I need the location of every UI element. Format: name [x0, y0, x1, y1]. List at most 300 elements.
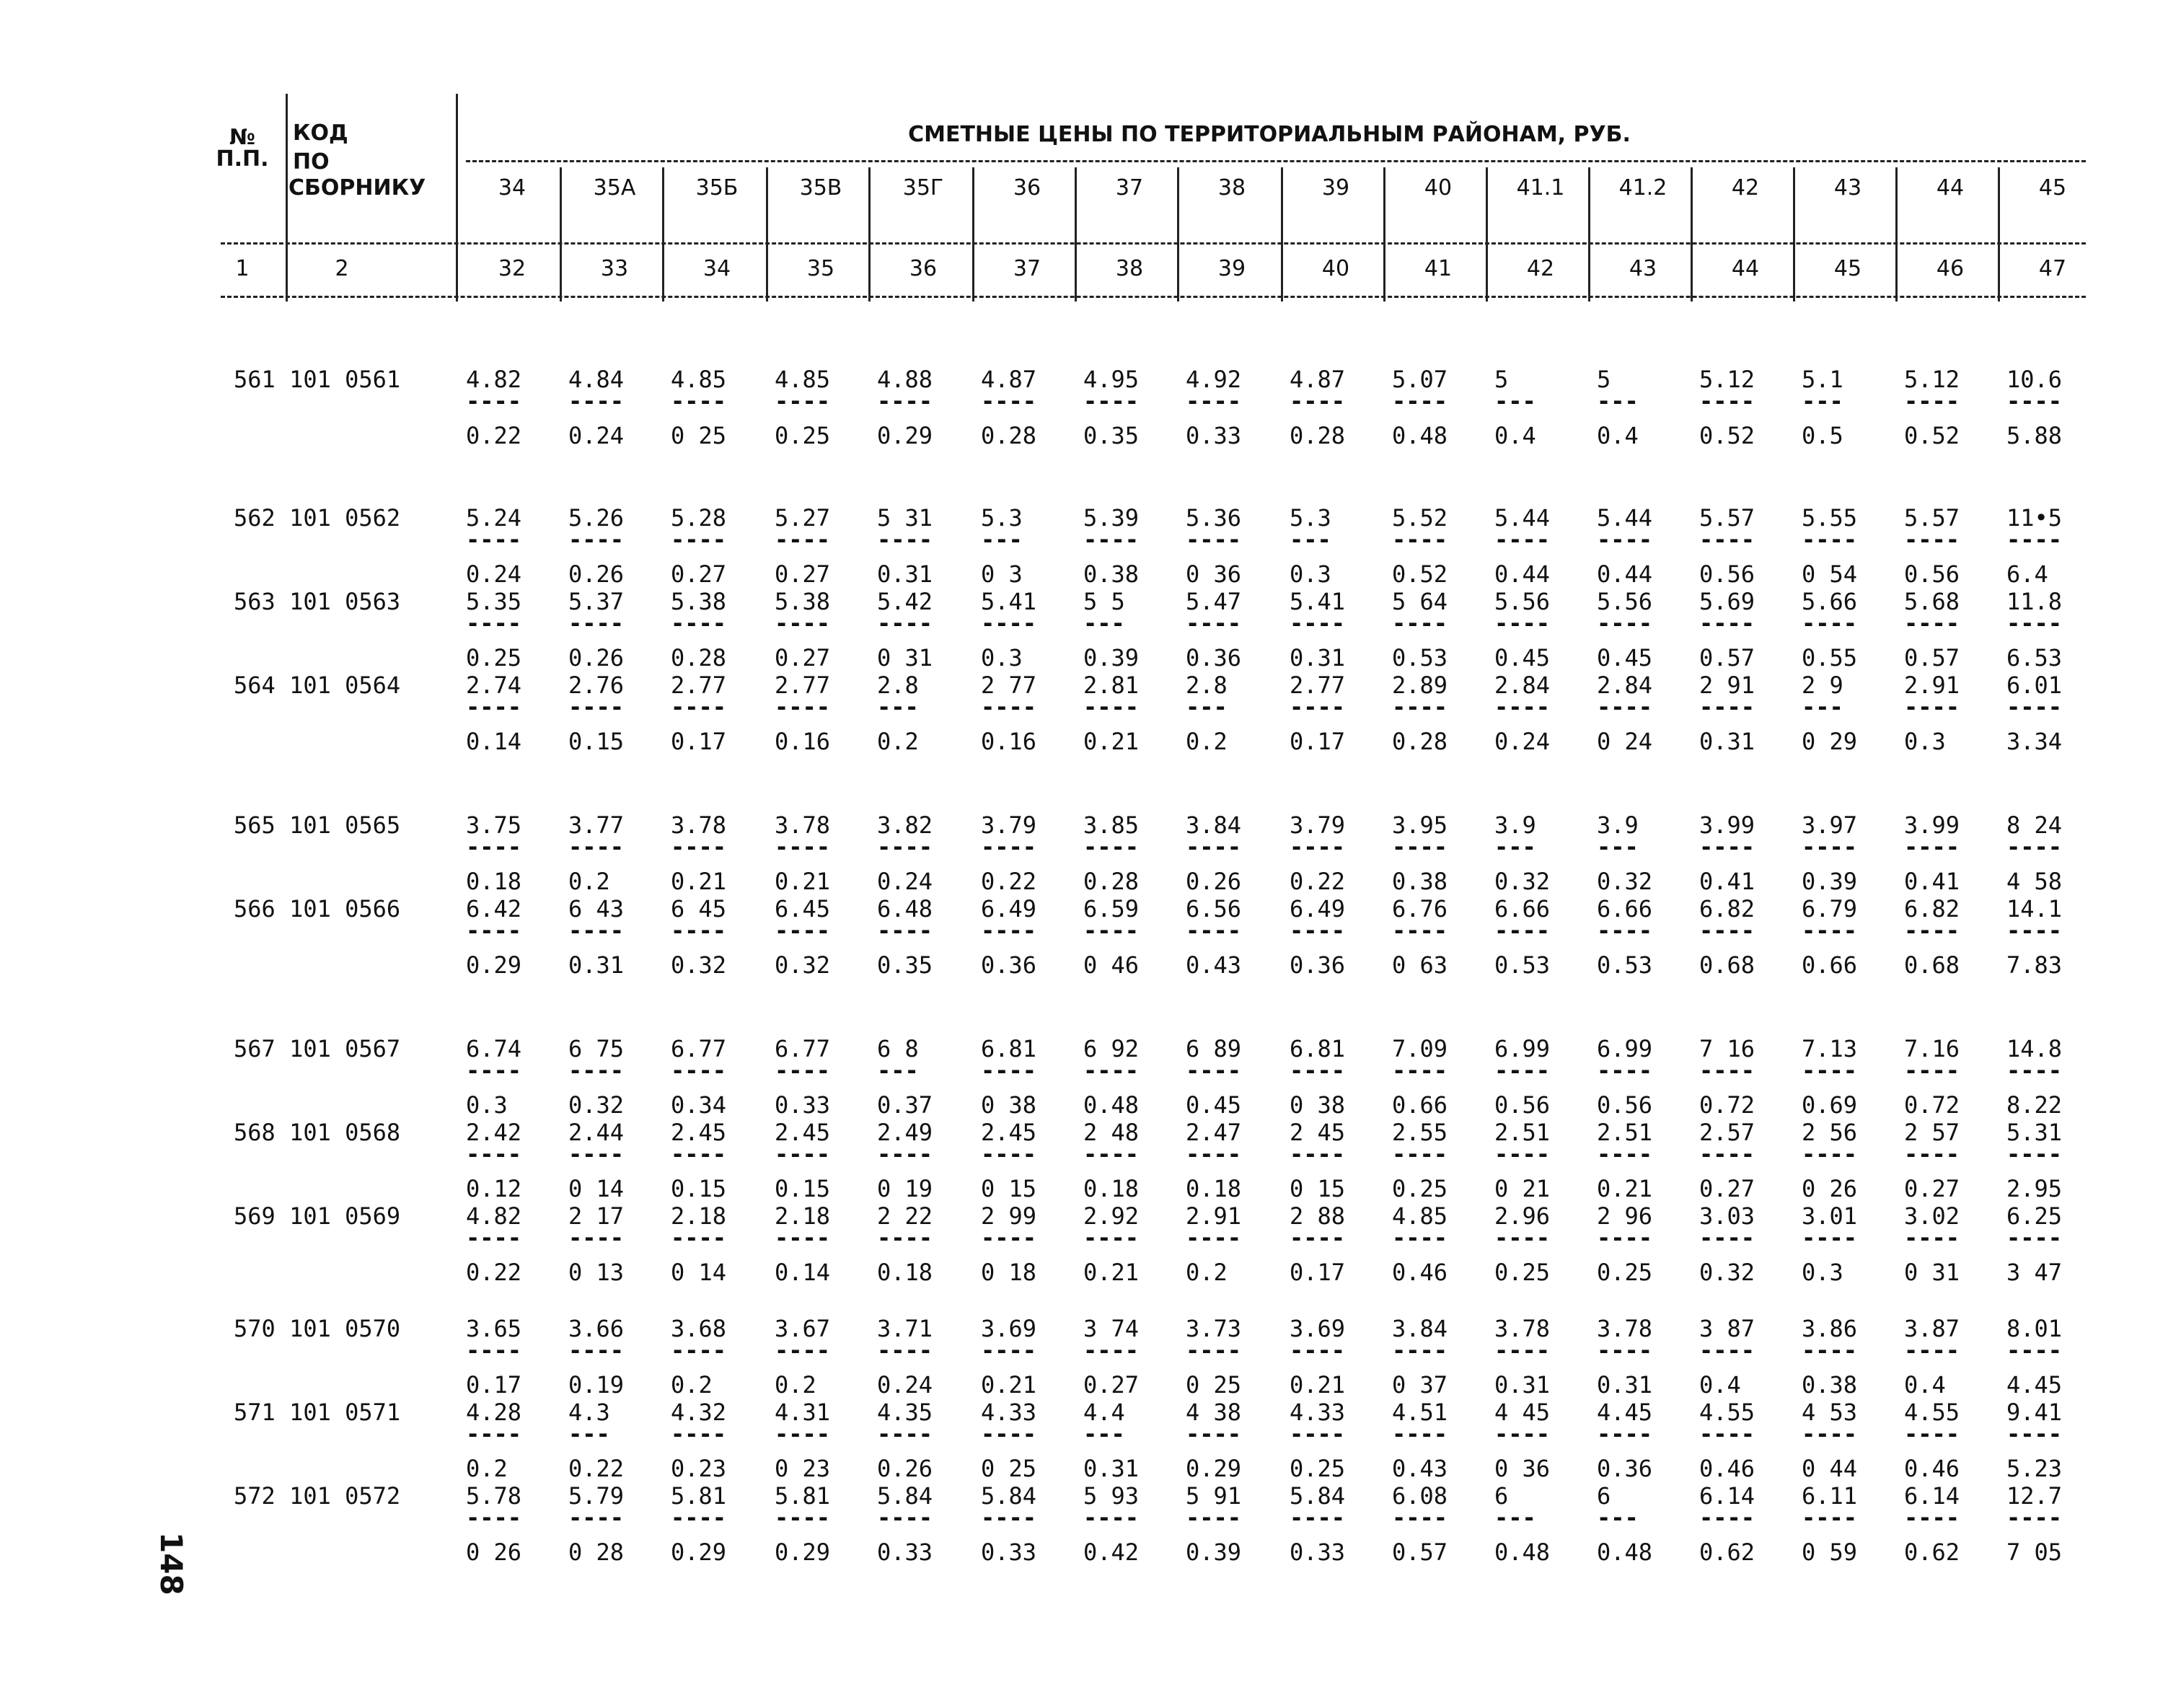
- fraction-bar: ----: [1392, 609, 1448, 637]
- price-total: 2 56: [1802, 1119, 1858, 1146]
- price-wage: 0 38: [981, 1091, 1037, 1119]
- price-wage: 0.57: [1699, 644, 1755, 672]
- fraction-bar: ----: [1083, 387, 1140, 415]
- price-wage: 0.16: [775, 728, 831, 755]
- price-wage: 6.4: [2006, 560, 2048, 588]
- price-wage: 0.32: [775, 951, 831, 979]
- fraction-bar: ----: [1186, 526, 1242, 553]
- price-total: 2.96: [1494, 1202, 1551, 1230]
- fraction-bar: ----: [671, 1337, 727, 1364]
- fraction-bar: ----: [775, 1504, 831, 1531]
- price-wage: 0.41: [1699, 868, 1755, 895]
- price-total: 5.38: [671, 588, 727, 615]
- price-wage: 4 58: [2006, 868, 2063, 895]
- row-code: 567 101 0567: [234, 1035, 401, 1062]
- district-header: 34: [498, 175, 526, 201]
- price-total: 3.78: [671, 811, 727, 839]
- price-wage: 0.16: [981, 728, 1037, 755]
- price-total: 3.82: [877, 811, 933, 839]
- price-total: 4.85: [671, 366, 727, 393]
- price-wage: 0.15: [671, 1175, 727, 1202]
- price-wage: 0.46: [1699, 1455, 1755, 1482]
- fraction-bar: ---: [568, 1420, 610, 1448]
- price-wage: 0 54: [1802, 560, 1858, 588]
- fraction-bar: ----: [1392, 917, 1448, 944]
- price-wage: 0.27: [1083, 1371, 1140, 1399]
- price-total: 4.51: [1392, 1399, 1448, 1426]
- price-total: 3.79: [981, 811, 1037, 839]
- price-total: 5.24: [466, 504, 522, 532]
- price-total: 3.84: [1392, 1315, 1448, 1342]
- fraction-bar: ----: [1802, 1224, 1858, 1251]
- header-divider: [1895, 167, 1898, 301]
- fraction-bar: ----: [1699, 1420, 1755, 1448]
- price-wage: 5.88: [2006, 422, 2063, 449]
- price-wage: 0.21: [1597, 1175, 1653, 1202]
- fraction-bar: ----: [1699, 1057, 1755, 1084]
- price-total: 2.47: [1186, 1119, 1242, 1146]
- price-total: 5.38: [775, 588, 831, 615]
- price-total: 3.71: [877, 1315, 933, 1342]
- price-wage: 2.95: [2006, 1175, 2063, 1202]
- price-wage: 0.31: [1494, 1371, 1551, 1399]
- header-divider: [1383, 167, 1385, 301]
- fraction-bar: ----: [568, 387, 625, 415]
- price-wage: 0.27: [671, 560, 727, 588]
- price-wage: 0.4: [1494, 422, 1536, 449]
- header-divider: [1998, 167, 2000, 301]
- price-wage: 0.31: [1290, 644, 1346, 672]
- fraction-bar: ----: [1186, 609, 1242, 637]
- price-total: 4.28: [466, 1399, 522, 1426]
- price-total: 2.45: [671, 1119, 727, 1146]
- price-total: 2 57: [1904, 1119, 1960, 1146]
- column-index: 43: [1629, 256, 1657, 281]
- price-wage: 0.62: [1699, 1538, 1755, 1566]
- price-total: 2.8: [1186, 672, 1228, 699]
- fraction-bar: ----: [671, 1224, 727, 1251]
- fraction-bar: ----: [1597, 609, 1653, 637]
- price-wage: 0.45: [1597, 644, 1653, 672]
- price-wage: 0.2: [466, 1455, 508, 1482]
- price-total: 4 53: [1802, 1399, 1858, 1426]
- price-wage: 0.27: [775, 560, 831, 588]
- price-total: 5.1: [1802, 366, 1843, 393]
- fraction-bar: ----: [1290, 833, 1346, 860]
- price-total: 5.68: [1904, 588, 1960, 615]
- price-total: 2.55: [1392, 1119, 1448, 1146]
- district-header: 41.1: [1516, 175, 1565, 201]
- price-wage: 0.43: [1186, 951, 1242, 979]
- price-wage: 0.36: [1290, 951, 1346, 979]
- price-total: 12.7: [2006, 1482, 2063, 1510]
- price-total: 5.41: [1290, 588, 1346, 615]
- price-wage: 0.24: [877, 1371, 933, 1399]
- price-wage: 0 15: [1290, 1175, 1346, 1202]
- price-total: 3.67: [775, 1315, 831, 1342]
- price-total: 4.33: [1290, 1399, 1346, 1426]
- price-total: 5.81: [775, 1482, 831, 1510]
- price-total: 2.84: [1494, 672, 1551, 699]
- price-total: 4 38: [1186, 1399, 1242, 1426]
- price-total: 4.85: [1392, 1202, 1448, 1230]
- price-total: 6.48: [877, 895, 933, 923]
- price-total: 4.35: [877, 1399, 933, 1426]
- fraction-bar: ----: [775, 693, 831, 721]
- fraction-bar: ----: [1904, 833, 1960, 860]
- price-total: 7.16: [1904, 1035, 1960, 1062]
- price-wage: 0.29: [671, 1538, 727, 1566]
- fraction-bar: ----: [1392, 1224, 1448, 1251]
- price-total: 6 8: [877, 1035, 919, 1062]
- fraction-bar: ----: [1290, 1224, 1346, 1251]
- fraction-bar: ----: [1699, 1504, 1755, 1531]
- price-total: 4.4: [1083, 1399, 1125, 1426]
- fraction-bar: ----: [981, 693, 1037, 721]
- price-total: 9.41: [2006, 1399, 2063, 1426]
- price-total: 11.8: [2006, 588, 2063, 615]
- fraction-bar: ----: [981, 1420, 1037, 1448]
- price-wage: 0 59: [1802, 1538, 1858, 1566]
- price-wage: 0.31: [1699, 728, 1755, 755]
- fraction-bar: ---: [1494, 833, 1536, 860]
- price-wage: 0 44: [1802, 1455, 1858, 1482]
- price-total: 4.92: [1186, 366, 1242, 393]
- price-total: 6: [1597, 1482, 1611, 1510]
- fraction-bar: ----: [1290, 609, 1346, 637]
- fraction-bar: ----: [775, 1140, 831, 1168]
- row-code: 561 101 0561: [234, 366, 401, 393]
- price-wage: 0 25: [671, 422, 727, 449]
- price-wage: 0.34: [671, 1091, 727, 1119]
- district-header: 39: [1321, 175, 1350, 201]
- price-total: 5.57: [1699, 504, 1755, 532]
- price-total: 3.69: [981, 1315, 1037, 1342]
- price-total: 3.99: [1904, 811, 1960, 839]
- price-total: 6 43: [568, 895, 625, 923]
- fraction-bar: ----: [981, 609, 1037, 637]
- column-number-label-line2: П.П.: [216, 146, 269, 172]
- price-total: 3 74: [1083, 1315, 1140, 1342]
- price-wage: 0.56: [1597, 1091, 1653, 1119]
- fraction-bar: ----: [1904, 526, 1960, 553]
- price-wage: 0.21: [1083, 1259, 1140, 1286]
- price-wage: 0.56: [1494, 1091, 1551, 1119]
- price-wage: 0 38: [1290, 1091, 1346, 1119]
- price-total: 6.59: [1083, 895, 1140, 923]
- price-total: 2.57: [1699, 1119, 1755, 1146]
- price-total: 6 45: [671, 895, 727, 923]
- price-total: 3.87: [1904, 1315, 1960, 1342]
- price-total: 4.85: [775, 366, 831, 393]
- price-wage: 0.15: [568, 728, 625, 755]
- price-wage: 0.17: [1290, 728, 1346, 755]
- fraction-bar: ----: [1083, 1224, 1140, 1251]
- price-total: 4.55: [1699, 1399, 1755, 1426]
- price-wage: 0.56: [1904, 560, 1960, 588]
- fraction-bar: ----: [1392, 526, 1448, 553]
- price-total: 3.9: [1597, 811, 1639, 839]
- fraction-bar: ----: [568, 1337, 625, 1364]
- price-wage: 0.22: [1290, 868, 1346, 895]
- price-total: 3.95: [1392, 811, 1448, 839]
- price-total: 5.3: [981, 504, 1023, 532]
- fraction-bar: ----: [775, 1224, 831, 1251]
- price-wage: 0.42: [1083, 1538, 1140, 1566]
- price-total: 4.55: [1904, 1399, 1960, 1426]
- column-index: 47: [2038, 256, 2067, 281]
- price-wage: 0.53: [1494, 951, 1551, 979]
- price-total: 5.66: [1802, 588, 1858, 615]
- price-total: 2.49: [877, 1119, 933, 1146]
- price-total: 3.02: [1904, 1202, 1960, 1230]
- fraction-bar: ----: [877, 387, 933, 415]
- fraction-bar: ----: [1290, 1504, 1346, 1531]
- price-wage: 0.55: [1802, 644, 1858, 672]
- price-total: 7.13: [1802, 1035, 1858, 1062]
- price-total: 5.12: [1904, 366, 1960, 393]
- price-total: 5.36: [1186, 504, 1242, 532]
- fraction-bar: ----: [1904, 1224, 1960, 1251]
- fraction-bar: ----: [1186, 1337, 1242, 1364]
- price-wage: 0.2: [568, 868, 610, 895]
- fraction-bar: ----: [2006, 1140, 2063, 1168]
- price-total: 10.6: [2006, 366, 2063, 393]
- price-total: 2.77: [671, 672, 727, 699]
- price-wage: 0.33: [877, 1538, 933, 1566]
- price-total: 5.84: [1290, 1482, 1346, 1510]
- district-header: 36: [1013, 175, 1041, 201]
- fraction-bar: ----: [1083, 693, 1140, 721]
- fraction-bar: ----: [671, 1504, 727, 1531]
- fraction-bar: ----: [1699, 526, 1755, 553]
- price-wage: 0.45: [1494, 644, 1551, 672]
- fraction-bar: ----: [775, 387, 831, 415]
- price-wage: 0.39: [1186, 1538, 1242, 1566]
- column-index: 33: [600, 256, 629, 281]
- fraction-bar: ----: [568, 833, 625, 860]
- price-wage: 0.32: [568, 1091, 625, 1119]
- fraction-bar: ----: [1392, 1420, 1448, 1448]
- price-total: 2.77: [775, 672, 831, 699]
- price-total: 6.77: [775, 1035, 831, 1062]
- fraction-bar: ----: [1494, 1140, 1551, 1168]
- price-wage: 0 13: [568, 1259, 625, 1286]
- price-total: 4.33: [981, 1399, 1037, 1426]
- fraction-bar: ---: [1597, 833, 1639, 860]
- price-total: 5 91: [1186, 1482, 1242, 1510]
- district-header: 35А: [593, 175, 636, 201]
- price-wage: 0.69: [1802, 1091, 1858, 1119]
- price-wage: 0.18: [877, 1259, 933, 1286]
- price-total: 5.41: [981, 588, 1037, 615]
- price-total: 2.76: [568, 672, 625, 699]
- price-wage: 0.56: [1699, 560, 1755, 588]
- price-total: 4 45: [1494, 1399, 1551, 1426]
- fraction-bar: ----: [466, 526, 522, 553]
- price-wage: 0 37: [1392, 1371, 1448, 1399]
- fraction-bar: ----: [568, 917, 625, 944]
- price-wage: 5.23: [2006, 1455, 2063, 1482]
- price-total: 5.56: [1597, 588, 1653, 615]
- price-total: 4.31: [775, 1399, 831, 1426]
- price-wage: 0.4: [1904, 1371, 1946, 1399]
- price-wage: 0.46: [1392, 1259, 1448, 1286]
- fraction-bar: ----: [1186, 1504, 1242, 1531]
- price-wage: 0 15: [981, 1175, 1037, 1202]
- fraction-bar: ----: [1392, 1337, 1448, 1364]
- district-header: 42: [1731, 175, 1760, 201]
- price-wage: 0 24: [1597, 728, 1653, 755]
- header-divider: [1177, 167, 1179, 301]
- fraction-bar: ---: [1494, 387, 1536, 415]
- fraction-bar: ----: [1494, 526, 1551, 553]
- fraction-bar: ----: [2006, 387, 2063, 415]
- price-wage: 0.26: [1186, 868, 1242, 895]
- price-total: 2.42: [466, 1119, 522, 1146]
- price-total: 3.99: [1699, 811, 1755, 839]
- price-total: 4.84: [568, 366, 625, 393]
- price-total: 2.92: [1083, 1202, 1140, 1230]
- price-wage: 0.66: [1392, 1091, 1448, 1119]
- price-wage: 0.31: [1597, 1371, 1653, 1399]
- column-index: 46: [1936, 256, 1965, 281]
- price-wage: 0.3: [981, 644, 1023, 672]
- price-wage: 0.33: [981, 1538, 1037, 1566]
- price-wage: 7.83: [2006, 951, 2063, 979]
- row-code: 565 101 0565: [234, 811, 401, 839]
- price-total: 8 24: [2006, 811, 2063, 839]
- price-total: 6.56: [1186, 895, 1242, 923]
- district-header: 35Г: [902, 175, 944, 201]
- price-wage: 0.25: [1597, 1259, 1653, 1286]
- price-wage: 0 29: [1802, 728, 1858, 755]
- price-total: 5.81: [671, 1482, 727, 1510]
- price-wage: 0.17: [1290, 1259, 1346, 1286]
- price-wage: 0.27: [1699, 1175, 1755, 1202]
- price-total: 3.77: [568, 811, 625, 839]
- fraction-bar: ---: [1494, 1504, 1536, 1531]
- price-total: 5.07: [1392, 366, 1448, 393]
- price-wage: 0 31: [1904, 1259, 1960, 1286]
- price-wage: 0.72: [1904, 1091, 1960, 1119]
- price-total: 3.01: [1802, 1202, 1858, 1230]
- fraction-bar: ----: [1597, 526, 1653, 553]
- fraction-bar: ----: [2006, 1057, 2063, 1084]
- price-total: 6 75: [568, 1035, 625, 1062]
- price-total: 6.81: [981, 1035, 1037, 1062]
- price-total: 2 22: [877, 1202, 933, 1230]
- fraction-bar: ----: [981, 1224, 1037, 1251]
- fraction-bar: ----: [1802, 917, 1858, 944]
- price-wage: 0.32: [671, 951, 727, 979]
- price-wage: 0.35: [1083, 422, 1140, 449]
- column-index: 41: [1424, 256, 1453, 281]
- price-wage: 0.27: [775, 644, 831, 672]
- price-total: 3.86: [1802, 1315, 1858, 1342]
- price-total: 5.3: [1290, 504, 1331, 532]
- price-wage: 0.24: [568, 422, 625, 449]
- price-wage: 0.18: [1186, 1175, 1242, 1202]
- price-wage: 0.14: [775, 1259, 831, 1286]
- header-rule: [466, 160, 2086, 162]
- price-total: 14.1: [2006, 895, 2063, 923]
- fraction-bar: ----: [981, 1337, 1037, 1364]
- price-wage: 0.29: [877, 422, 933, 449]
- fraction-bar: ----: [671, 693, 727, 721]
- price-total: 6.74: [466, 1035, 522, 1062]
- price-total: 2.74: [466, 672, 522, 699]
- price-wage: 3.34: [2006, 728, 2063, 755]
- header-divider: [1281, 167, 1283, 301]
- fraction-bar: ----: [466, 917, 522, 944]
- price-wage: 0.72: [1699, 1091, 1755, 1119]
- price-wage: 0.45: [1186, 1091, 1242, 1119]
- price-total: 5.35: [466, 588, 522, 615]
- fraction-bar: ----: [1290, 917, 1346, 944]
- price-total: 5: [1597, 366, 1611, 393]
- fraction-bar: ----: [981, 917, 1037, 944]
- fraction-bar: ----: [1699, 917, 1755, 944]
- fraction-bar: ----: [1290, 693, 1346, 721]
- price-total: 5.52: [1392, 504, 1448, 532]
- price-wage: 0.21: [1290, 1371, 1346, 1399]
- price-wage: 0.28: [1290, 422, 1346, 449]
- price-total: 5.44: [1597, 504, 1653, 532]
- price-wage: 0.28: [1392, 728, 1448, 755]
- fraction-bar: ---: [877, 693, 919, 721]
- price-total: 3.66: [568, 1315, 625, 1342]
- district-header: 40: [1424, 175, 1453, 201]
- fraction-bar: ----: [1904, 1420, 1960, 1448]
- price-wage: 0 26: [1802, 1175, 1858, 1202]
- fraction-bar: ----: [2006, 526, 2063, 553]
- district-header: 38: [1217, 175, 1246, 201]
- price-wage: 0.24: [877, 868, 933, 895]
- fraction-bar: ----: [775, 1337, 831, 1364]
- row-code: 572 101 0572: [234, 1482, 401, 1510]
- fraction-bar: ----: [1904, 1140, 1960, 1168]
- price-wage: 0.33: [1290, 1538, 1346, 1566]
- district-header: 45: [2038, 175, 2067, 201]
- column-index-2: 2: [335, 256, 349, 281]
- price-total: 3 87: [1699, 1315, 1755, 1342]
- price-wage: 0.28: [981, 422, 1037, 449]
- column-code-label-line2: ПО: [293, 149, 330, 175]
- column-index: 40: [1321, 256, 1350, 281]
- fraction-bar: ----: [981, 833, 1037, 860]
- price-wage: 0.3: [1904, 728, 1946, 755]
- fraction-bar: ----: [1083, 1504, 1140, 1531]
- fraction-bar: ----: [1290, 1057, 1346, 1084]
- price-wage: 0.27: [1904, 1175, 1960, 1202]
- fraction-bar: ----: [466, 1337, 522, 1364]
- fraction-bar: ----: [1802, 1504, 1858, 1531]
- price-total: 3.84: [1186, 811, 1242, 839]
- fraction-bar: ----: [466, 1057, 522, 1084]
- fraction-bar: ----: [568, 1140, 625, 1168]
- price-total: 5.12: [1699, 366, 1755, 393]
- fraction-bar: ---: [981, 526, 1023, 553]
- fraction-bar: ----: [1802, 1420, 1858, 1448]
- price-wage: 0.23: [671, 1455, 727, 1482]
- header-divider: [972, 167, 974, 301]
- price-total: 4.87: [1290, 366, 1346, 393]
- header-divider: [1075, 167, 1077, 301]
- price-wage: 8.22: [2006, 1091, 2063, 1119]
- fraction-bar: ----: [1597, 693, 1653, 721]
- fraction-bar: ----: [1083, 1057, 1140, 1084]
